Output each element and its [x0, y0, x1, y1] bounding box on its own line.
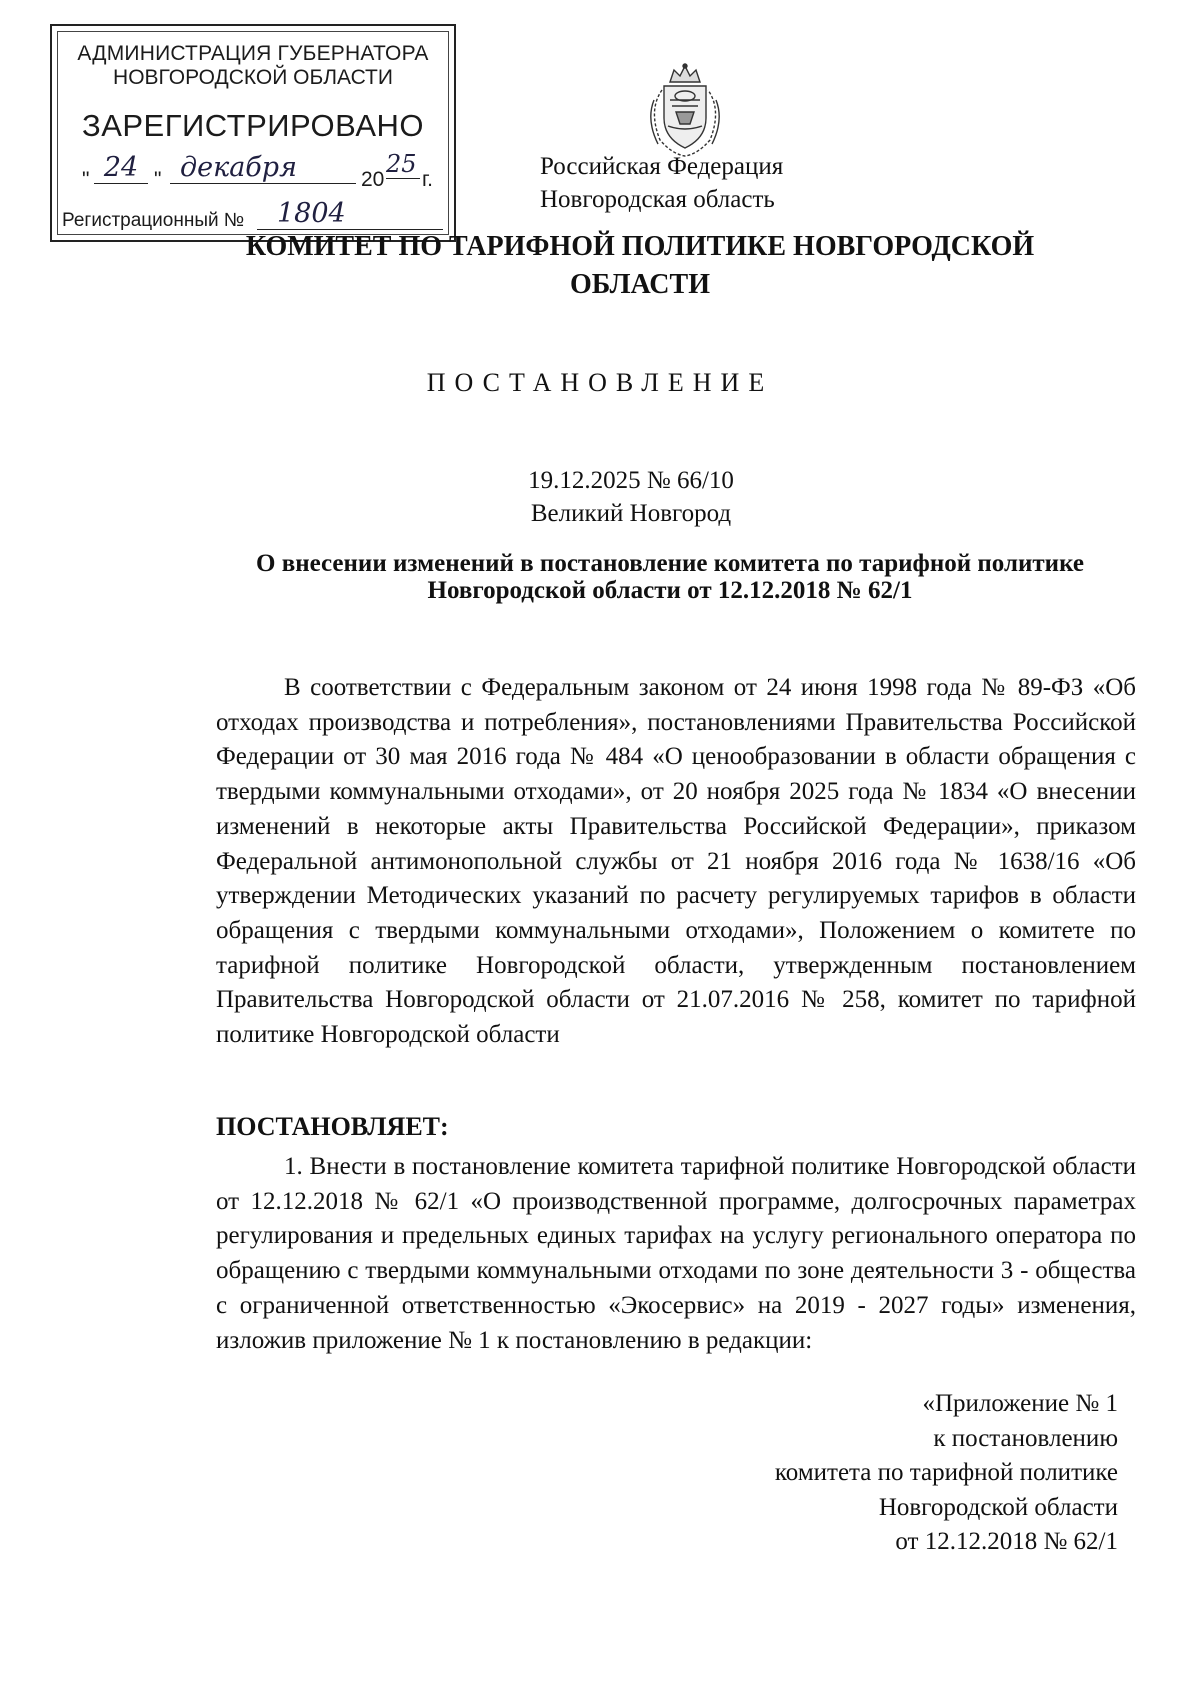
stamp-registered: ЗАРЕГИСТРИРОВАНО [81, 108, 424, 143]
document-type: ПОСТАНОВЛЕНИЕ [426, 368, 774, 397]
federation-block [540, 150, 840, 216]
stamp-line-administration: АДМИНИСТРАЦИЯ ГУБЕРНАТОРА [77, 42, 429, 65]
organization-title: КОМИТЕТ ПО ТАРИФНОЙ ПОЛИТИКЕ НОВГОРОДСКОЙ ОБЛАСТИ [245, 231, 1035, 300]
clause-1-paragraph: 1. Внести в постановление комитета тарифной политике Новгородской области от 12.12.2018 № 62/1 «О производственной программе, долгосрочных параметрах регулирования и предельных единых тарифах на услугу регионального оператора по обращению с твердыми коммунальными отходами по зоне деятельности 3 - общества с ограниченной ответственностью «Экосервис» на 2019 - 2027 годы» изменения, изложив приложение № 1 к постановлению в редакции: [216, 1153, 1136, 1354]
appendix-line-4: Новгородской области [878, 1493, 1118, 1521]
stamp-year: 25 [386, 150, 420, 179]
stamp-quote-close: " [154, 168, 162, 191]
stamp-year-unit: г. [422, 168, 433, 191]
appendix-line-3: комитета по тарифной политике [774, 1459, 1118, 1486]
stamp-reg-number-label: Регистрационный № [62, 210, 245, 231]
appendix-reference [775, 1387, 1118, 1560]
document-subject: О внесении изменений в постановление комитета по тарифной политике Новгородской области от 12.12.2018 № 62/1 [256, 550, 1084, 604]
appendix-line-5: от 12.12.2018 № 62/1 [895, 1528, 1118, 1555]
stamp-date [74, 150, 446, 196]
appendix-line-1: «Приложение № 1 [922, 1390, 1118, 1417]
country-name: Российская Федерация [540, 153, 784, 180]
stamp-quote-open: " [82, 168, 90, 191]
stamp-reg-number: 1804 [257, 198, 443, 230]
appendix-line-2: к постановлению [933, 1424, 1118, 1452]
document-date-number: 19.12.2025 № 66/10 [528, 467, 734, 494]
preamble-paragraph: В соответствии с Федеральным законом от 24 июня 1998 года № 89-ФЗ «Об отходах производства и потребления», постановлениями Правительства Российской Федерации от 30 мая 2016 года № 484 «О ценообразовании в области обращения с твердыми коммунальными отходами», от 20 ноября 2025 года № 1834 «О внесении изменений в некоторые акты Правительства Российской Федерации», приказом Федеральной антимонопольной службы от 21 ноября 2016 года № 1638/16 «Об утверждении Методических указаний по расчету регулируемых тарифов в области обращения с твердыми коммунальными отходами», Положением о комитете по тарифной политике Новгородской области, утвержденным постановлением Правительства Новгородской области от 21.07.2016 № 258, комитет по тарифной политике Новгородской области [216, 674, 1136, 1049]
region-name: Новгородская область [540, 186, 775, 213]
coat-of-arms-icon [640, 60, 730, 160]
registration-stamp [50, 24, 456, 242]
stamp-month: декабря [170, 152, 356, 184]
decree-heading: ПОСТАНОВЛЯЕТ: [216, 1112, 449, 1141]
document-city: Великий Новгород [530, 500, 732, 527]
stamp-century: 20 [361, 168, 385, 191]
stamp-day: 24 [94, 152, 148, 184]
date-number-block [0, 464, 1200, 530]
stamp-line-region: НОВГОРОДСКОЙ ОБЛАСТИ [113, 66, 393, 89]
